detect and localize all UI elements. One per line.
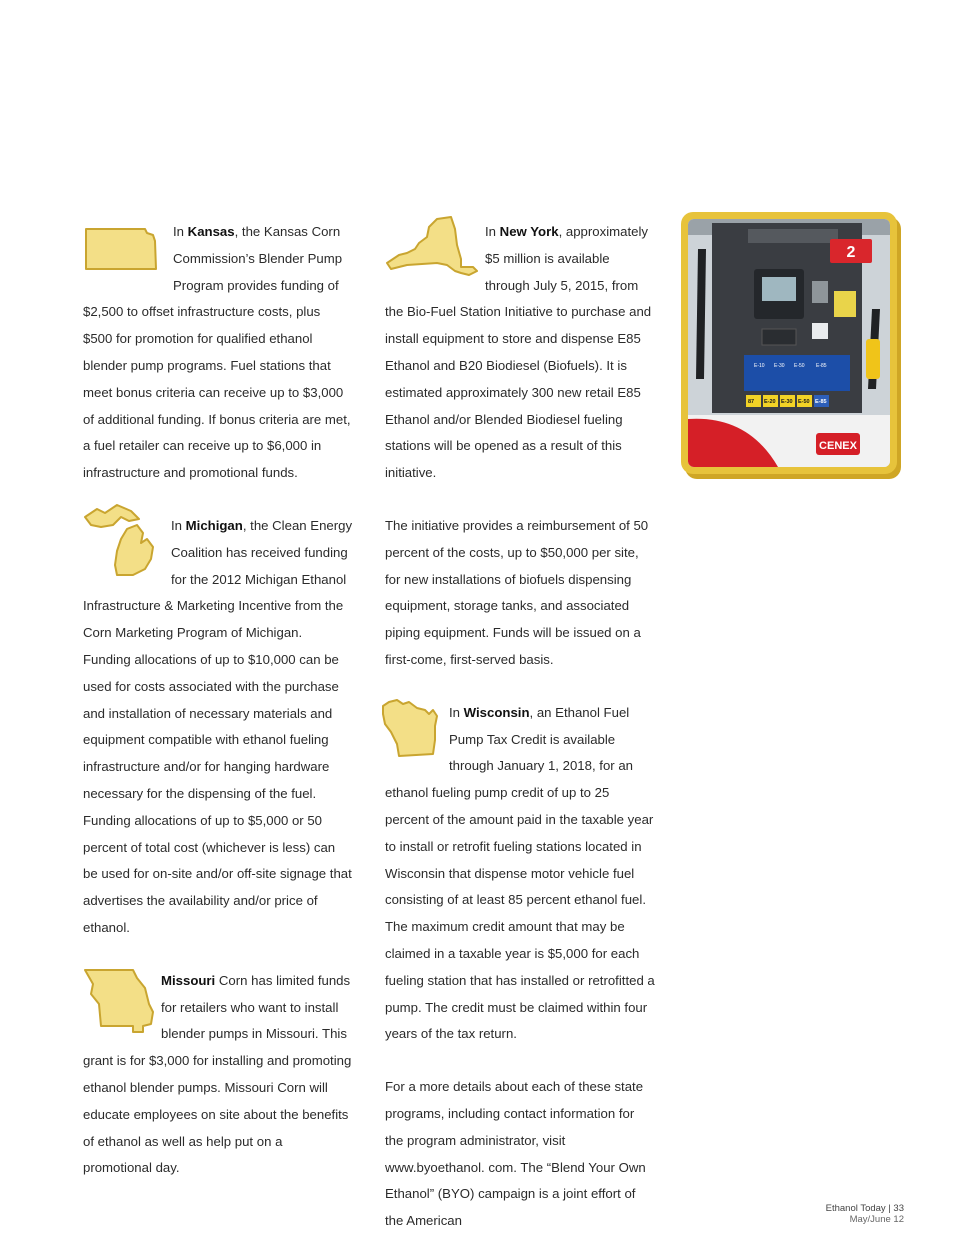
michigan-name: Michigan: [185, 517, 243, 533]
svg-text:87: 87: [748, 399, 755, 405]
missouri-name: Missouri: [161, 972, 216, 988]
initiative-paragraph: The initiative provides a reimbursement of 50 percent of the costs, up to $50,000 per site, for new installations of biofuels dispensing equipment, storage tanks, and associated piping equipment. Funds will be issued on a first-come, first-served basis.: [385, 517, 649, 667]
kansas-state-icon: [83, 223, 167, 275]
wisconsin-paragraph: In Wisconsin, an Ethanol Fuel Pump Tax Credit is available through January 1, 2018, for an ethanol fueling pump credit of up to 25 percent of the amount paid in the taxable year to install or retrofit fueling stations located in Wisconsin that dispense motor vehicle fuel consisting of at least 85 percent ethanol fuel. The maximum credit amount that may be claimed in a taxable year is $5,000 for each fueling station that has installed or retrofitted a pump. The credit must be claimed within four years of the tax return.: [385, 700, 655, 1048]
kansas-name: Kansas: [187, 224, 235, 239]
missouri-paragraph: Missouri Corn has limited funds for retailers who want to install blender pumps in Missouri. This grant is for $3,000 for installing and promoting ethanol blender pumps. Missouri Corn will educate employees on site about the benefits of ethanol as well as help put on a promotional day.: [83, 968, 353, 1182]
svg-text:E-85: E-85: [816, 363, 827, 369]
wisconsin-state-icon: [379, 692, 445, 764]
issue-date: May/June 12: [849, 1214, 904, 1225]
michigan-state-icon: [83, 503, 167, 583]
svg-text:E-30: E-30: [774, 363, 785, 369]
newyork-name: New York: [499, 224, 559, 239]
svg-text:E-10: E-10: [754, 363, 765, 369]
svg-text:E-20: E-20: [764, 399, 776, 405]
footer-magazine-line: Ethanol Today | 33: [825, 1203, 904, 1214]
missouri-state-icon: [81, 964, 159, 1038]
left-column: [83, 219, 353, 1182]
fuel-pump-photo-frame: [681, 212, 897, 474]
newyork-paragraph: In New York, approximately $5 million is available through July 5, 2015, from the Bio-Fuel Station Initiative to purchase and install equipment to store and dispense E85 Ethanol and B20 Biodiesel (Biofuels). It is estimated approximately 300 new retail E85 Ethanol and/or Blended Biodiesel fueling stations will be opened as a result of this initiative.: [385, 219, 655, 487]
magazine-name: Ethanol Today: [825, 1203, 886, 1214]
pump-number-label: 2: [846, 244, 856, 261]
svg-text:E-50: E-50: [794, 363, 805, 369]
svg-text:E-50: E-50: [798, 399, 810, 405]
newyork-state-icon: [385, 215, 481, 287]
wisconsin-name: Wisconsin: [463, 704, 530, 720]
fuel-pump-illustration: [688, 219, 890, 467]
kansas-paragraph: In Kansas, the Kansas Corn Commission’s Blender Pump Program provides funding of $2,500 to offset infrastructure costs, plus $500 for promotion for qualified ethanol blender pump programs. Fuel stations that meet bonus criteria can receive up to $3,000 of additional funding. If bonus criteria are met, a fuel retailer can receive up to $6,000 in infrastructure and promotional funds.: [83, 224, 351, 481]
page-number: 33: [893, 1203, 904, 1214]
fuel-pump-photo: [688, 219, 890, 467]
svg-text:E-85: E-85: [815, 399, 827, 405]
michigan-paragraph: In Michigan, the Clean Energy Coalition has received funding for the 2012 Michigan Ethanol Infrastructure & Marketing Incentive from the Corn Marketing Program of Michigan. Funding allocations of up to $10,000 can be used for costs associated with the purchase and installation of necessary materials and equipment compatible with ethanol fueling infrastructure and/or for hanging hardware necessary for the dispensing of the fuel. Funding allocations of up to $5,000 or 50 percent of total cost (whichever is less) can be used for on-site and/or off-site signage that advertises the availability and/or price of ethanol.: [83, 513, 353, 942]
cenex-logo-text: CENEX: [819, 440, 857, 452]
more-details-paragraph: For a more details about each of these state programs, including contact information for the program administrator, visit www.byoethanol. com. The “Blend Your Own Ethanol” (BYO) campaign is a joint effort of the American: [385, 1079, 646, 1229]
page-footer: [826, 1203, 904, 1225]
svg-text:E-30: E-30: [781, 399, 793, 405]
middle-column: [385, 219, 655, 1235]
